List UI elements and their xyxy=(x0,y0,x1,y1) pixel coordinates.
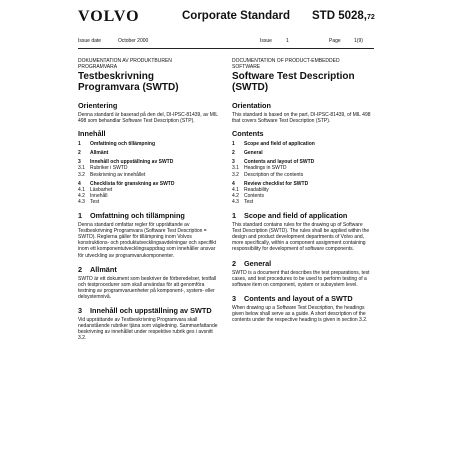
toc-number: 4.3 xyxy=(232,198,239,205)
series-title xyxy=(232,58,372,70)
title-line: Software Test Description xyxy=(232,71,355,82)
toc-label: Contents xyxy=(244,192,265,199)
section-1-text: Denna standard omfattar regler för upprättande av Testbeskrivning Programvara (Software Test Description = SWTD). Reglerna gäller för tillämpning inom Volvos konstruktions- och produktutvecklingsavdelningar och specifikt inom ett komponentutvecklingsuppdrag som innehåller ansvar för utveckling av programvarukomponenter. xyxy=(78,222,217,259)
section-title: General xyxy=(244,258,272,268)
document-number xyxy=(312,10,375,22)
toc-label: Test xyxy=(90,198,100,205)
toc-number: 4 xyxy=(78,180,81,187)
section-3-text: When drawing up a Software Test Description, the headings given below shall serve as a guide. A short description of the contents under the respective heading is given in section 3.2. xyxy=(232,304,368,323)
section-1-text: This standard contains rules for the drawing up of Software Test Description (SWTD). The rules shall be applied within the design and product development departments of Volvo and, more specifically, within a component assignment containing responsibility for development of software components. xyxy=(232,222,370,253)
toc-item[interactable] xyxy=(232,141,372,147)
toc-number: 3.1 xyxy=(78,165,85,172)
series-title-line: SOFTWARE xyxy=(232,64,261,70)
section-title: Allmänt xyxy=(90,264,117,274)
contents-heading: Innehåll xyxy=(78,129,106,139)
toc-number: 3.2 xyxy=(78,171,85,178)
toc-label: Rubriker i SWTD xyxy=(90,165,128,172)
toc-item[interactable] xyxy=(78,141,218,147)
toc-label: Innehåll och uppställning av SWTD xyxy=(90,159,174,166)
orientation-heading: Orientering xyxy=(78,101,118,110)
document-number-main: STD 5028, xyxy=(312,10,367,22)
orientation-heading: Orientation xyxy=(232,101,271,110)
section-number: 2 xyxy=(232,258,237,268)
document-title xyxy=(78,71,218,93)
section-3-heading xyxy=(232,295,372,303)
toc-label: Headings in SWTD xyxy=(244,165,287,172)
english-column xyxy=(232,58,372,323)
toc-label: Checklista för granskning av SWTD xyxy=(90,180,175,187)
swedish-column xyxy=(78,58,218,341)
toc-label: Omfattning och tillämpning xyxy=(90,141,155,148)
toc-label: Innehåll xyxy=(90,192,108,199)
toc-label: Readability xyxy=(244,186,269,193)
orientation-text: This standard is based on the part, DI-IPSC-81439, of MIL 498 that covers Software Test Description (STP). xyxy=(232,112,371,125)
toc-number: 1 xyxy=(78,141,81,148)
toc-number: 4.2 xyxy=(232,192,239,199)
toc-item[interactable] xyxy=(78,150,218,156)
section-number: 3 xyxy=(232,293,237,303)
toc-label: Description of the contents xyxy=(244,171,304,178)
toc-number: 3 xyxy=(232,159,235,166)
document-header xyxy=(78,8,374,28)
section-2-heading xyxy=(232,260,372,268)
toc-label: Allmänt xyxy=(90,150,109,157)
toc-number: 2 xyxy=(78,150,81,157)
section-title: Omfattning och tillämpning xyxy=(90,211,185,221)
toc-label: Contents and layout of SWTD xyxy=(244,159,315,166)
toc-label: Beskrivning av innehållet xyxy=(90,171,146,178)
section-number: 1 xyxy=(78,211,83,221)
section-title: Contents and layout of a SWTD xyxy=(244,293,353,303)
toc-number: 4.1 xyxy=(232,186,239,193)
section-2-text: SWTD är ett dokument som beskriver de förberedelser, testfall och testprocedurer som skall användas för att genomföra testning av programvaruenheter på komponent-, system- eller delsystemnivå. xyxy=(78,275,217,300)
title-line: Testbeskrivning xyxy=(78,71,154,82)
section-title: Scope and field of application xyxy=(244,211,348,221)
orientation-text: Denna standard är baserad på den del, DI-IPSC-81439, av MIL 498 som behandlar Software Test Description (STP). xyxy=(78,112,218,125)
header-divider xyxy=(78,48,374,49)
section-3-heading xyxy=(78,307,218,315)
toc-number: 4.3 xyxy=(78,198,85,205)
section-number: 2 xyxy=(78,264,83,274)
section-2-text: SWTD is a document that describes the test preparations, test cases, and test procedures to be used to perform testing of a software item on component, system or subsystem level. xyxy=(232,269,370,288)
title-line: Programvara (SWTD) xyxy=(78,82,179,93)
toc-label: Test xyxy=(244,198,254,205)
document-number-suffix: 72 xyxy=(366,14,375,21)
toc-number: 4 xyxy=(232,180,235,187)
toc-item[interactable] xyxy=(78,172,218,178)
section-number: 1 xyxy=(232,211,237,221)
table-of-contents xyxy=(78,141,218,205)
toc-number: 3.2 xyxy=(232,171,239,178)
toc-item[interactable] xyxy=(78,199,218,205)
issue-meta-row xyxy=(78,38,374,47)
toc-item[interactable] xyxy=(232,199,372,205)
issue-date-label: Issue date xyxy=(78,38,102,44)
section-title: Innehåll och uppställning av SWTD xyxy=(90,305,212,315)
toc-label: Läsbarhet xyxy=(90,186,113,193)
section-2-heading xyxy=(78,266,218,274)
title-line: (SWTD) xyxy=(232,82,269,93)
section-3-text: Vid upprättande av Testbeskrivning Programvara skall nedanstående rubriker tjäna som vägledning. Sammanfattande beskrivning av innehållet under respektive rubrik ges i avsnitt 3.2. xyxy=(78,316,218,342)
issue-value: 1 xyxy=(286,38,289,44)
volvo-logo: VOLVO xyxy=(78,8,140,25)
toc-label: Review checklist for SWTD xyxy=(244,180,309,187)
toc-number: 3 xyxy=(78,159,81,166)
section-number: 3 xyxy=(78,305,83,315)
series-title-line: DOCUMENTATION OF PRODUCT-EMBEDDED xyxy=(232,58,340,64)
issue-label: Issue xyxy=(260,38,272,44)
section-1-heading xyxy=(78,212,218,220)
toc-number: 4.2 xyxy=(78,192,85,199)
issue-date-value: October 2000 xyxy=(118,38,149,44)
contents-heading: Contents xyxy=(232,129,264,139)
toc-number: 1 xyxy=(232,141,235,148)
series-title-line: PROGRAMVARA xyxy=(78,64,118,70)
document-title xyxy=(232,71,372,93)
page-number: 1(9) xyxy=(354,38,363,44)
toc-number: 2 xyxy=(232,150,235,157)
toc-item[interactable] xyxy=(232,150,372,156)
toc-label: Scope and field of application xyxy=(244,141,315,148)
series-title-line: DOKUMENTATION AV PRODUKTBUREN xyxy=(78,58,172,64)
section-1-heading xyxy=(232,212,372,220)
toc-item[interactable] xyxy=(232,172,372,178)
toc-number: 3.1 xyxy=(232,165,239,172)
page-label: Page xyxy=(329,38,341,44)
table-of-contents xyxy=(232,141,372,205)
document-type: Corporate Standard xyxy=(182,10,290,22)
series-title xyxy=(78,58,218,70)
toc-number: 4.1 xyxy=(78,186,85,193)
toc-label: General xyxy=(244,150,263,157)
